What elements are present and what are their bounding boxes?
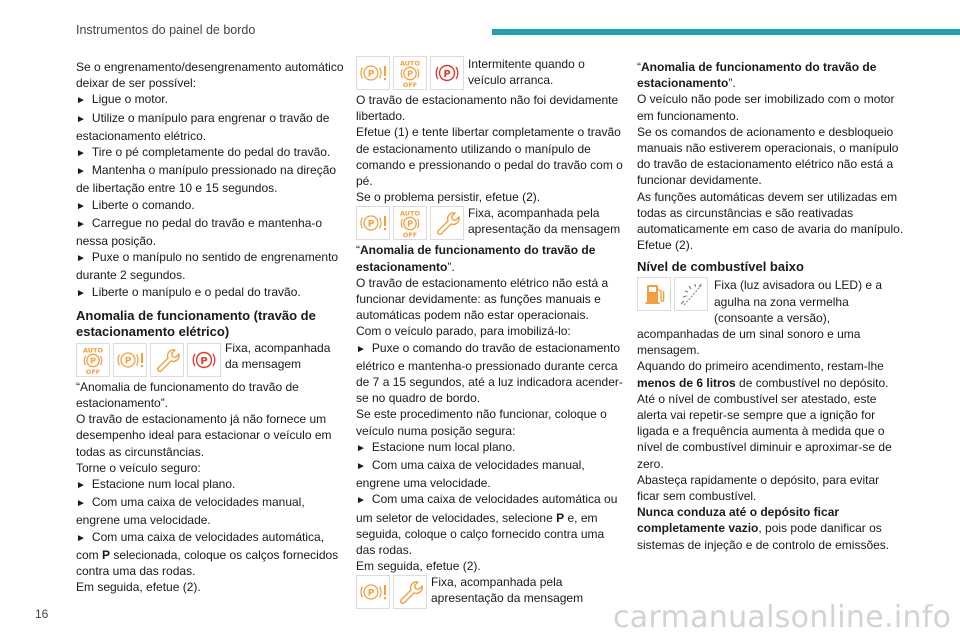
bullet-item: ► Com uma caixa de velocidades manual, engrene uma velocidade. — [356, 457, 624, 491]
paragraph: Aquando do primeiro acendimento, restam-lhe menos de 6 litros de combustível no depósito. — [637, 359, 889, 390]
bullet-item: ► Estacione num local plano. — [76, 476, 344, 494]
bullet-item: ► Tire o pé completamente do pedal do travão. — [76, 144, 344, 162]
paragraph: O travão de estacionamento elétrico não está a funcionar devidamente: as funções manuais e automáticas podem não estar operacionais. — [356, 275, 609, 323]
bullet-item: ► Estacione num local plano. — [356, 439, 624, 457]
auto-off-icon — [393, 206, 427, 240]
bullet-item: ► Com uma caixa de velocidades automática ou um seletor de velocidades, selecione P e, em seguida, coloque o calço fornecido contra uma das rodas. — [356, 491, 624, 558]
bullet-item: ► Mantenha o manípulo pressionado na direção de libertação entre 10 e 15 segundos. — [76, 162, 344, 196]
paragraph: Até o nível de combustível ser atestado, este alerta vai repetir-se sempre que a ignição for ligada e a frequência aumenta à medida que o nível de combustível diminuir e aproximar-se de zero. — [637, 391, 892, 471]
section-heading-parking-brake-fault: Anomalia de funcionamento (travão de estacionamento elétrico) — [76, 307, 316, 339]
paragraph: Em seguida, efetue (2). — [356, 559, 481, 574]
paragraph: Com o veículo parado, para imobilizá-lo: — [356, 324, 571, 339]
parking-brake-warning-icon — [356, 206, 390, 240]
bullet-item: ► Com uma caixa de velocidades automática, com P selecionada, coloque os calços fornecidos contra uma das rodas. — [76, 529, 344, 580]
paragraph: Se o engrenamento/desengrenamento automático deixar de ser possível: — [76, 60, 344, 91]
bullet-item: ► Com uma caixa de velocidades manual, engrene uma velocidade. — [76, 494, 344, 528]
message-text: “Anomalia de funcionamento do travão de estacionamento”. — [356, 243, 596, 274]
paragraph: Efetue (2). — [637, 238, 694, 253]
warning-icon-row — [76, 340, 344, 379]
wrench-service-icon — [430, 206, 464, 240]
parking-brake-warning-icon — [113, 343, 147, 377]
low-fuel-block — [637, 277, 905, 358]
bullet-item: ► Carregue no pedal do travão e mantenha-o nessa posição. — [76, 215, 344, 249]
auto-off-icon — [393, 56, 427, 90]
warning-icon-row — [356, 205, 624, 242]
paragraph: Se os comandos de acionamento e desbloqueio manuais não estiverem operacionais, o manípulo do travão de estacionamento elétrico não está a funcionar devidamente. — [637, 124, 899, 188]
icon-description: Fixa, acompanhada da mensagem — [225, 340, 331, 371]
fuel-pump-icon — [637, 277, 671, 311]
header-accent-bar — [492, 29, 960, 35]
bullet-item: ► Puxe o manípulo no sentido de engrenamento durante 2 segundos. — [76, 249, 344, 283]
column-middle — [356, 59, 624, 611]
watermark: carmanualsonline.info — [613, 600, 952, 635]
paragraph: Efetue (1) e tente libertar completamente o travão de estacionamento utilizando o manípulo de comando e pressionando o pedal do travão com o pé. — [356, 125, 623, 189]
bullet-item: ► Liberte o comando. — [76, 197, 344, 215]
auto-off-icon — [76, 343, 110, 377]
paragraph: O veículo não pode ser imobilizado com o motor em funcionamento. — [637, 92, 895, 123]
parking-brake-warning-icon — [356, 575, 390, 609]
bullet-item: ► Ligue o motor. — [76, 91, 344, 109]
wrench-service-icon — [150, 343, 184, 377]
bullet-item: ► Liberte o manípulo e o pedal do travão. — [76, 284, 344, 302]
icon-description: Fixa (luz avisadora ou LED) e a agulha na zona vermelha (consoante a versão), acompanhadas de um sinal sonoro e uma mensagem. — [637, 278, 883, 358]
paragraph: As funções automáticas devem ser utilizadas em todas as circunstâncias e são reativadas automaticamente em caso de avaria do manípulo. — [637, 189, 904, 237]
page-number: 16 — [35, 607, 49, 621]
warning-icon-row — [356, 574, 624, 611]
paragraph: Torne o veículo seguro: — [76, 460, 201, 475]
icon-description: Fixa, acompanhada pela apresentação da mensagem — [431, 575, 584, 606]
paragraph: Abasteça rapidamente o depósito, para evitar ficar sem combustível. — [637, 472, 880, 504]
column-right — [637, 59, 905, 553]
parking-brake-warning-icon — [356, 56, 390, 90]
parking-brake-red-icon — [430, 56, 464, 90]
column-left — [76, 59, 344, 595]
page-header-title: Instrumentos do painel de bordo — [76, 23, 256, 37]
icon-description: Intermitente quando o veículo arranca. — [468, 57, 585, 87]
paragraph: O travão de estacionamento não foi devidamente libertado. — [356, 93, 619, 124]
warning-icon-row — [356, 56, 624, 92]
section-heading-low-fuel: Nível de combustível baixo — [637, 259, 804, 275]
icon-description: Fixa, acompanhada pela apresentação da mensagem — [468, 206, 621, 237]
parking-brake-red-icon — [187, 343, 221, 377]
warning-paragraph: Nunca conduza até o depósito ficar completamente vazio, pois pode danificar os sistemas de injeção e de controlo de emissões. — [637, 505, 890, 552]
fuel-gauge-icon — [674, 277, 708, 311]
paragraph: Se este procedimento não funcionar, coloque o veículo numa posição segura: — [356, 407, 607, 438]
bullet-item: ► Puxe o comando do travão de estacionamento elétrico e mantenha-o pressionado durante cerca de 7 a 15 segundos, até a luz indicadora acender-se no quadro de bordo. — [356, 340, 624, 407]
paragraph: O travão de estacionamento já não fornece um desempenho ideal para estacionar o veículo em todas as circunstâncias. — [76, 412, 332, 459]
message-text: “Anomalia de funcionamento do travão de estacionamento”. — [76, 379, 299, 411]
paragraph: Se o problema persistir, efetue (2). — [356, 190, 541, 205]
bullet-item: ► Utilize o manípulo para engrenar o travão de estacionamento elétrico. — [76, 110, 344, 144]
message-text: “Anomalia de funcionamento do travão de estacionamento”. — [637, 60, 877, 91]
wrench-service-icon — [393, 575, 427, 609]
paragraph: Em seguida, efetue (2). — [76, 580, 201, 595]
